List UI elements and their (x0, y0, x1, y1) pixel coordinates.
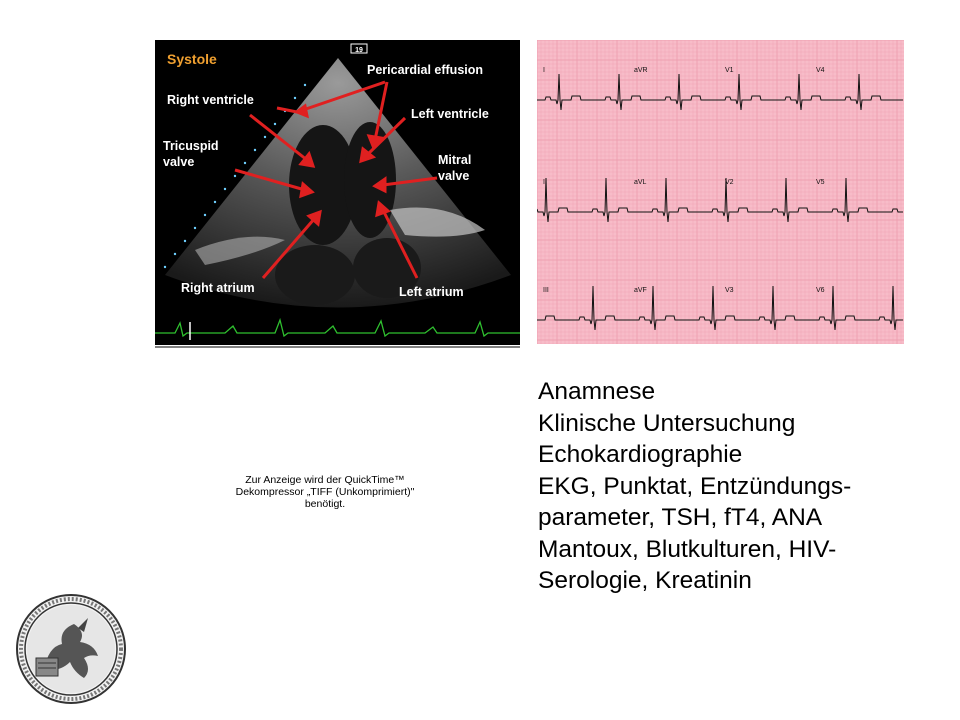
list-item: Anamnese (538, 378, 656, 405)
label-pericardial-effusion: Pericardial effusion (367, 63, 484, 77)
echo-title: Systole (167, 51, 217, 67)
quicktime-line-3: benötigt. (304, 498, 346, 510)
label-tricuspid-1: Tricuspid (163, 139, 219, 153)
ecg-lead-label: aVF (634, 287, 647, 294)
list-item: Serologie, Kreatinin (538, 567, 752, 594)
ecg-lead-label: III (543, 287, 549, 294)
ecg-lead-label: V6 (816, 287, 825, 294)
ecg-lead-label: V4 (816, 67, 825, 74)
ecg-lead-label: aVR (634, 67, 648, 74)
label-left-ventricle: Left ventricle (411, 107, 489, 121)
ecg-lead-label: aVL (634, 179, 647, 186)
ecg-lead-label: V3 (725, 287, 734, 294)
label-mitral-2: valve (438, 169, 470, 183)
label-left-atrium: Left atrium (399, 285, 464, 299)
quicktime-line-1: Zur Anzeige wird der QuickTime™ (245, 474, 405, 486)
label-right-ventricle: Right ventricle (167, 93, 254, 107)
list-item: parameter, TSH, fT4, ANA (538, 504, 823, 531)
ecg-lead-label: I (543, 67, 545, 74)
diagnostics-list (538, 376, 958, 597)
ecg-lead-label: V5 (816, 179, 825, 186)
ecg-lead-label: V2 (725, 179, 734, 186)
university-seal-logo (14, 592, 128, 706)
label-right-atrium: Right atrium (181, 281, 255, 295)
ecg-image (537, 40, 904, 344)
label-mitral-1: Mitral (438, 153, 472, 167)
echocardiogram-image (155, 40, 520, 345)
corner-badge: 19 (355, 47, 363, 54)
quicktime-placeholder (200, 474, 450, 510)
ecg-lead-label: II (543, 179, 547, 186)
quicktime-line-2: Dekompressor „TIFF (Unkomprimiert)" (235, 486, 415, 498)
ecg-lead-label: V1 (725, 67, 734, 74)
label-tricuspid-2: valve (163, 155, 195, 169)
list-item: Klinische Untersuchung (538, 409, 796, 437)
list-item: EKG, Punktat, Entzündungs- (538, 472, 852, 500)
list-item: Echokardiographie (538, 441, 743, 468)
image-divider (155, 346, 520, 348)
list-item: Mantoux, Blutkulturen, HIV- (538, 535, 837, 563)
